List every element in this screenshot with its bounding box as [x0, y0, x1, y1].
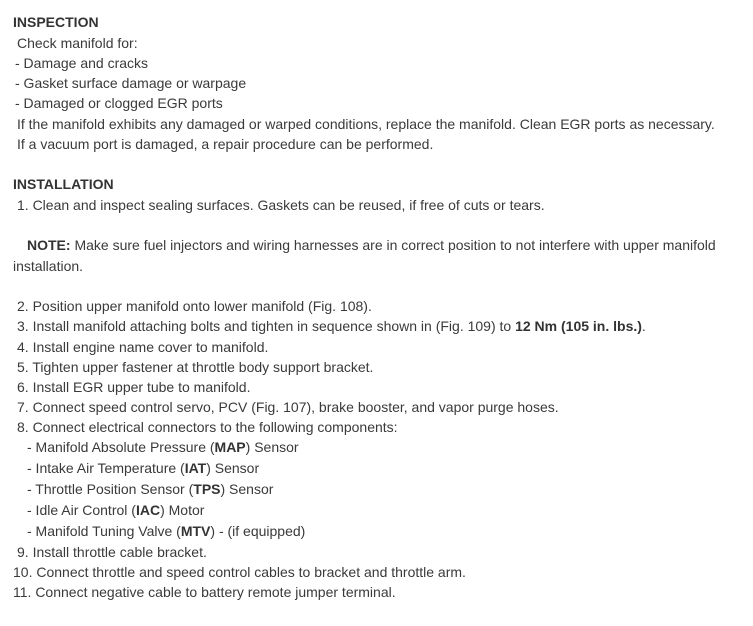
- torque-value: 12 Nm (105 in. lbs.): [515, 318, 642, 334]
- installation-note-continued: installation.: [13, 258, 84, 274]
- note-label: NOTE:: [27, 237, 71, 253]
- installation-step: [17, 316, 646, 336]
- component-item: [27, 479, 273, 499]
- component-text: - Manifold Tuning Valve (: [27, 523, 181, 539]
- installation-step: 11. Connect negative cable to battery remote jumper terminal.: [13, 584, 396, 600]
- inspection-check-item: - Gasket surface damage or warpage: [15, 75, 247, 91]
- component-abbr: MTV: [180, 523, 211, 539]
- installation-step: 1. Clean and inspect sealing surfaces. Gaskets can be reused, if free of cuts or tears.: [17, 197, 545, 213]
- component-text: - Intake Air Temperature (: [27, 460, 185, 476]
- component-text: ) Motor: [160, 502, 205, 518]
- component-item: [27, 500, 204, 520]
- component-text: - Manifold Absolute Pressure (: [27, 439, 215, 455]
- inspection-check-item: - Damage and cracks: [15, 55, 149, 71]
- installation-step: 6. Install EGR upper tube to manifold.: [17, 379, 251, 395]
- component-text: - Throttle Position Sensor (: [27, 481, 194, 497]
- installation-step: 7. Connect speed control servo, PCV (Fig. 107), brake booster, and vapor purge hoses.: [17, 399, 559, 415]
- installation-note: [27, 235, 716, 255]
- component-text: ) Sensor: [206, 460, 260, 476]
- installation-step: 10. Connect throttle and speed control cables to bracket and throttle arm.: [13, 564, 466, 580]
- component-abbr: MAP: [214, 439, 246, 455]
- inspection-heading: INSPECTION: [13, 14, 99, 30]
- installation-step: 4. Install engine name cover to manifold.: [17, 339, 269, 355]
- installation-step: 2. Position upper manifold onto lower manifold (Fig. 108).: [17, 298, 372, 314]
- component-text: ) - (if equipped): [210, 523, 306, 539]
- component-item: [27, 437, 299, 457]
- component-abbr: IAT: [184, 460, 207, 476]
- installation-step: 8. Connect electrical connectors to the following components:: [17, 419, 398, 435]
- installation-heading: INSTALLATION: [13, 176, 114, 192]
- inspection-intro: Check manifold for:: [17, 35, 138, 51]
- component-item: [27, 521, 305, 541]
- inspection-check-item: - Damaged or clogged EGR ports: [15, 95, 223, 111]
- step3-end: .: [641, 318, 646, 334]
- component-text: ) Sensor: [245, 439, 299, 455]
- inspection-paragraph: If the manifold exhibits any damaged or warped conditions, replace the manifold. Clean EGR ports as necessary.: [17, 116, 715, 132]
- component-item: [27, 458, 259, 478]
- component-text: - Idle Air Control (: [27, 502, 136, 518]
- installation-step: 9. Install throttle cable bracket.: [17, 544, 207, 560]
- installation-step: 5. Tighten upper fastener at throttle body support bracket.: [17, 359, 374, 375]
- component-abbr: TPS: [193, 481, 221, 497]
- component-abbr: IAC: [135, 502, 161, 518]
- note-text: Make sure fuel injectors and wiring harnesses are in correct position to not interfere with upper manifold: [70, 237, 716, 253]
- step3-text: 3. Install manifold attaching bolts and tighten in sequence shown in (Fig. 109) to: [17, 318, 516, 334]
- inspection-paragraph: If a vacuum port is damaged, a repair procedure can be performed.: [17, 136, 434, 152]
- component-text: ) Sensor: [220, 481, 274, 497]
